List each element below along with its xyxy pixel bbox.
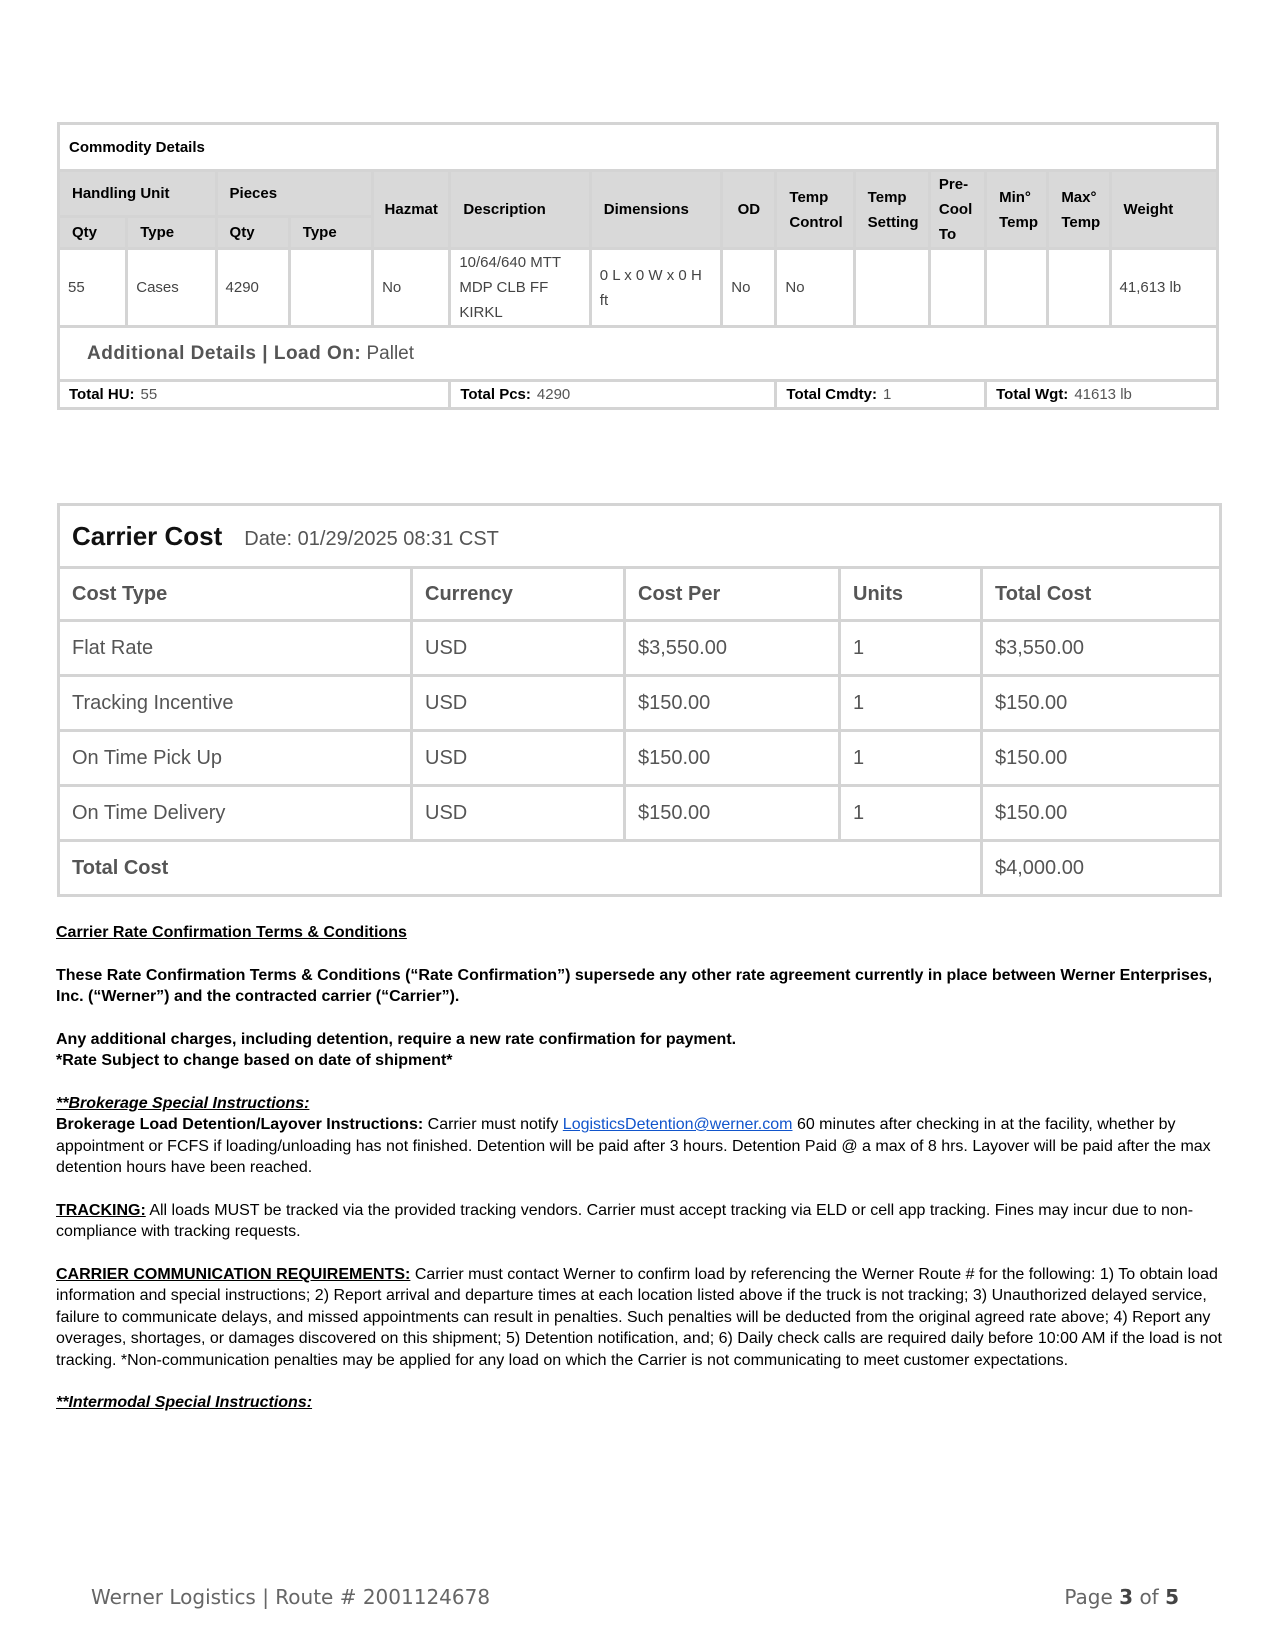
footer-page-word: Page [1064,1585,1113,1609]
cell-cost-per: $3,550.00 [625,621,840,676]
total-cost-row [59,841,1221,896]
total-hu [59,381,450,409]
header-hazmat: Hazmat [373,171,450,249]
terms-additional-charges: Any additional charges, including detention, require a new rate confirmation for payment. [56,1030,737,1048]
cell-pc-type [289,249,372,327]
header-hu-qty: Qty [59,216,127,248]
total-hu-value: 55 [140,386,158,403]
terms-section [56,922,1222,1414]
total-hu-label: Total HU: [69,386,135,403]
total-cmdty-value: 1 [882,386,892,403]
cell-min-temp [986,249,1048,327]
footer-route: Werner Logistics | Route # 2001124678 [91,1585,491,1609]
cell-pc-qty: 4290 [216,249,289,327]
cell-total: $150.00 [982,731,1221,786]
tracking-text: All loads MUST be tracked via the provided tracking vendors. Carrier must accept tracking via ELD or cell app tracking. Fines may incur due to non-compliance with tracking requests. [56,1201,1194,1240]
header-cost-per: Cost Per [625,568,840,621]
detention-label: Brokerage Load Detention/Layover Instructions: [56,1116,424,1133]
total-cmdty [776,381,986,409]
cell-cost-per: $150.00 [625,676,840,731]
carrier-cost-caption [59,505,1221,568]
footer-page-of: of [1139,1585,1159,1609]
terms-heading: Carrier Rate Confirmation Terms & Conditions [56,924,407,941]
header-hu-type: Type [127,216,216,248]
commodity-details-table [57,122,1219,410]
tracking-paragraph [56,1200,1222,1243]
total-wgt [986,381,1218,409]
communication-paragraph [56,1264,1222,1372]
additional-details [59,327,1218,381]
carrier-cost-title: Carrier Cost [72,520,223,551]
header-pieces: Pieces [216,171,373,217]
communication-text: Carrier must contact Werner to confirm load by referencing the Werner Route # for the following: 1) To obtain load information and special instructions; 2) Report arrival and departure times at each location listed above if the truck is not tracking; 3) Unauthorized delayed service, failure to communicate delays, and missed appointments can result in penalties. Such penalties will be deducted from the original agreed rate above; 4) Report any overages, shortages, or damages discovered on this shipment; 5) Detention notification, and; 6) Daily check calls are required daily before 10:00 AM if the load is not tracking. *Non-communication penalties may be applied for any load on which the Carrier is not communicating to meet customer expectations. [56,1265,1222,1369]
cell-temp-control: No [776,249,854,327]
header-handling-unit: Handling Unit [59,171,217,217]
header-units: Units [840,568,982,621]
cell-od: No [722,249,776,327]
table-row [59,621,1221,676]
cell-currency: USD [412,621,625,676]
header-max-temp: Max° Temp [1048,171,1110,249]
cell-hazmat: No [373,249,450,327]
cell-cost-type: On Time Pick Up [59,731,412,786]
detention-pre: Carrier must notify [427,1116,559,1133]
cell-units: 1 [840,621,982,676]
cell-weight: 41,613 lb [1110,249,1217,327]
footer-page-total: 5 [1165,1585,1179,1609]
header-description: Description [450,171,590,249]
header-pc-type: Type [289,216,372,248]
header-cost-type: Cost Type [59,568,412,621]
total-wgt-value: 41613 lb [1074,386,1132,403]
header-total-cost: Total Cost [982,568,1221,621]
footer-page-current: 3 [1119,1585,1134,1609]
total-pcs-label: Total Pcs: [460,386,531,403]
cell-hu-qty: 55 [59,249,127,327]
cell-units: 1 [840,676,982,731]
communication-label: CARRIER COMMUNICATION REQUIREMENTS: [56,1265,411,1283]
total-cmdty-label: Total Cmdty: [786,386,877,403]
commodity-details-title: Commodity Details [59,124,1218,171]
header-od: OD [722,171,776,249]
header-temp-setting: Temp Setting [854,171,929,249]
cell-currency: USD [412,731,625,786]
header-temp-control: Temp Control [776,171,854,249]
carrier-cost-date: Date: 01/29/2025 08:31 CST [244,527,499,550]
table-row [59,731,1221,786]
detention-email-link[interactable]: LogisticsDetention@werner.com [562,1116,793,1133]
table-row [59,249,1218,327]
cell-currency: USD [412,676,625,731]
cell-units: 1 [840,786,982,841]
cell-pre-cool-to [929,249,985,327]
commodity-totals-row [59,381,1218,409]
terms-supersede: These Rate Confirmation Terms & Conditions (“Rate Confirmation”) supersede any other rate agreement currently in place between Werner Enterprises, Inc. (“Werner”) and the contracted carrier (“Carrier”). [56,966,1213,1005]
cell-currency: USD [412,786,625,841]
cell-max-temp [1048,249,1110,327]
additional-details-value: Pallet [366,342,415,364]
footer-page-number [1064,1585,1179,1609]
header-min-temp: Min° Temp [986,171,1048,249]
table-row [59,786,1221,841]
cell-description: 10/64/640 MTT MDP CLB FF KIRKL [450,249,590,327]
cell-temp-setting [854,249,929,327]
header-currency: Currency [412,568,625,621]
header-pre-cool-to: Pre-Cool To [929,171,985,249]
carrier-cost-table [57,503,1222,897]
cell-total: $150.00 [982,786,1221,841]
total-pcs-value: 4290 [536,386,571,403]
cell-dimensions: 0 L x 0 W x 0 H ft [590,249,721,327]
detention-post: 60 minutes after checking in at the facility, whether by appointment or FCFS if loading/unloading has not finished. Detention will be paid after 3 hours. Detention Paid @ a max of 8 hrs. Layover will be paid after the max detention hours have been reached. [56,1116,1211,1176]
cell-units: 1 [840,731,982,786]
cell-cost-type: Flat Rate [59,621,412,676]
cell-total: $3,550.00 [982,621,1221,676]
brokerage-heading: **Brokerage Special Instructions: [56,1094,310,1112]
additional-details-label: Additional Details | Load On: [87,342,362,364]
header-pc-qty: Qty [216,216,289,248]
cell-cost-per: $150.00 [625,786,840,841]
terms-rate-subject: *Rate Subject to change based on date of shipment* [56,1052,453,1069]
cell-cost-type: Tracking Incentive [59,676,412,731]
cell-hu-type: Cases [127,249,216,327]
total-pcs [450,381,776,409]
table-row [59,676,1221,731]
total-wgt-label: Total Wgt: [996,386,1069,403]
intermodal-heading: **Intermodal Special Instructions: [56,1394,313,1411]
header-dimensions: Dimensions [590,171,721,249]
header-weight: Weight [1110,171,1217,249]
total-cost-label: Total Cost [59,841,982,896]
cell-cost-per: $150.00 [625,731,840,786]
detention-paragraph [56,1114,1222,1179]
tracking-label: TRACKING: [56,1201,146,1219]
cell-total: $150.00 [982,676,1221,731]
cell-cost-type: On Time Delivery [59,786,412,841]
total-cost-value: $4,000.00 [982,841,1221,896]
